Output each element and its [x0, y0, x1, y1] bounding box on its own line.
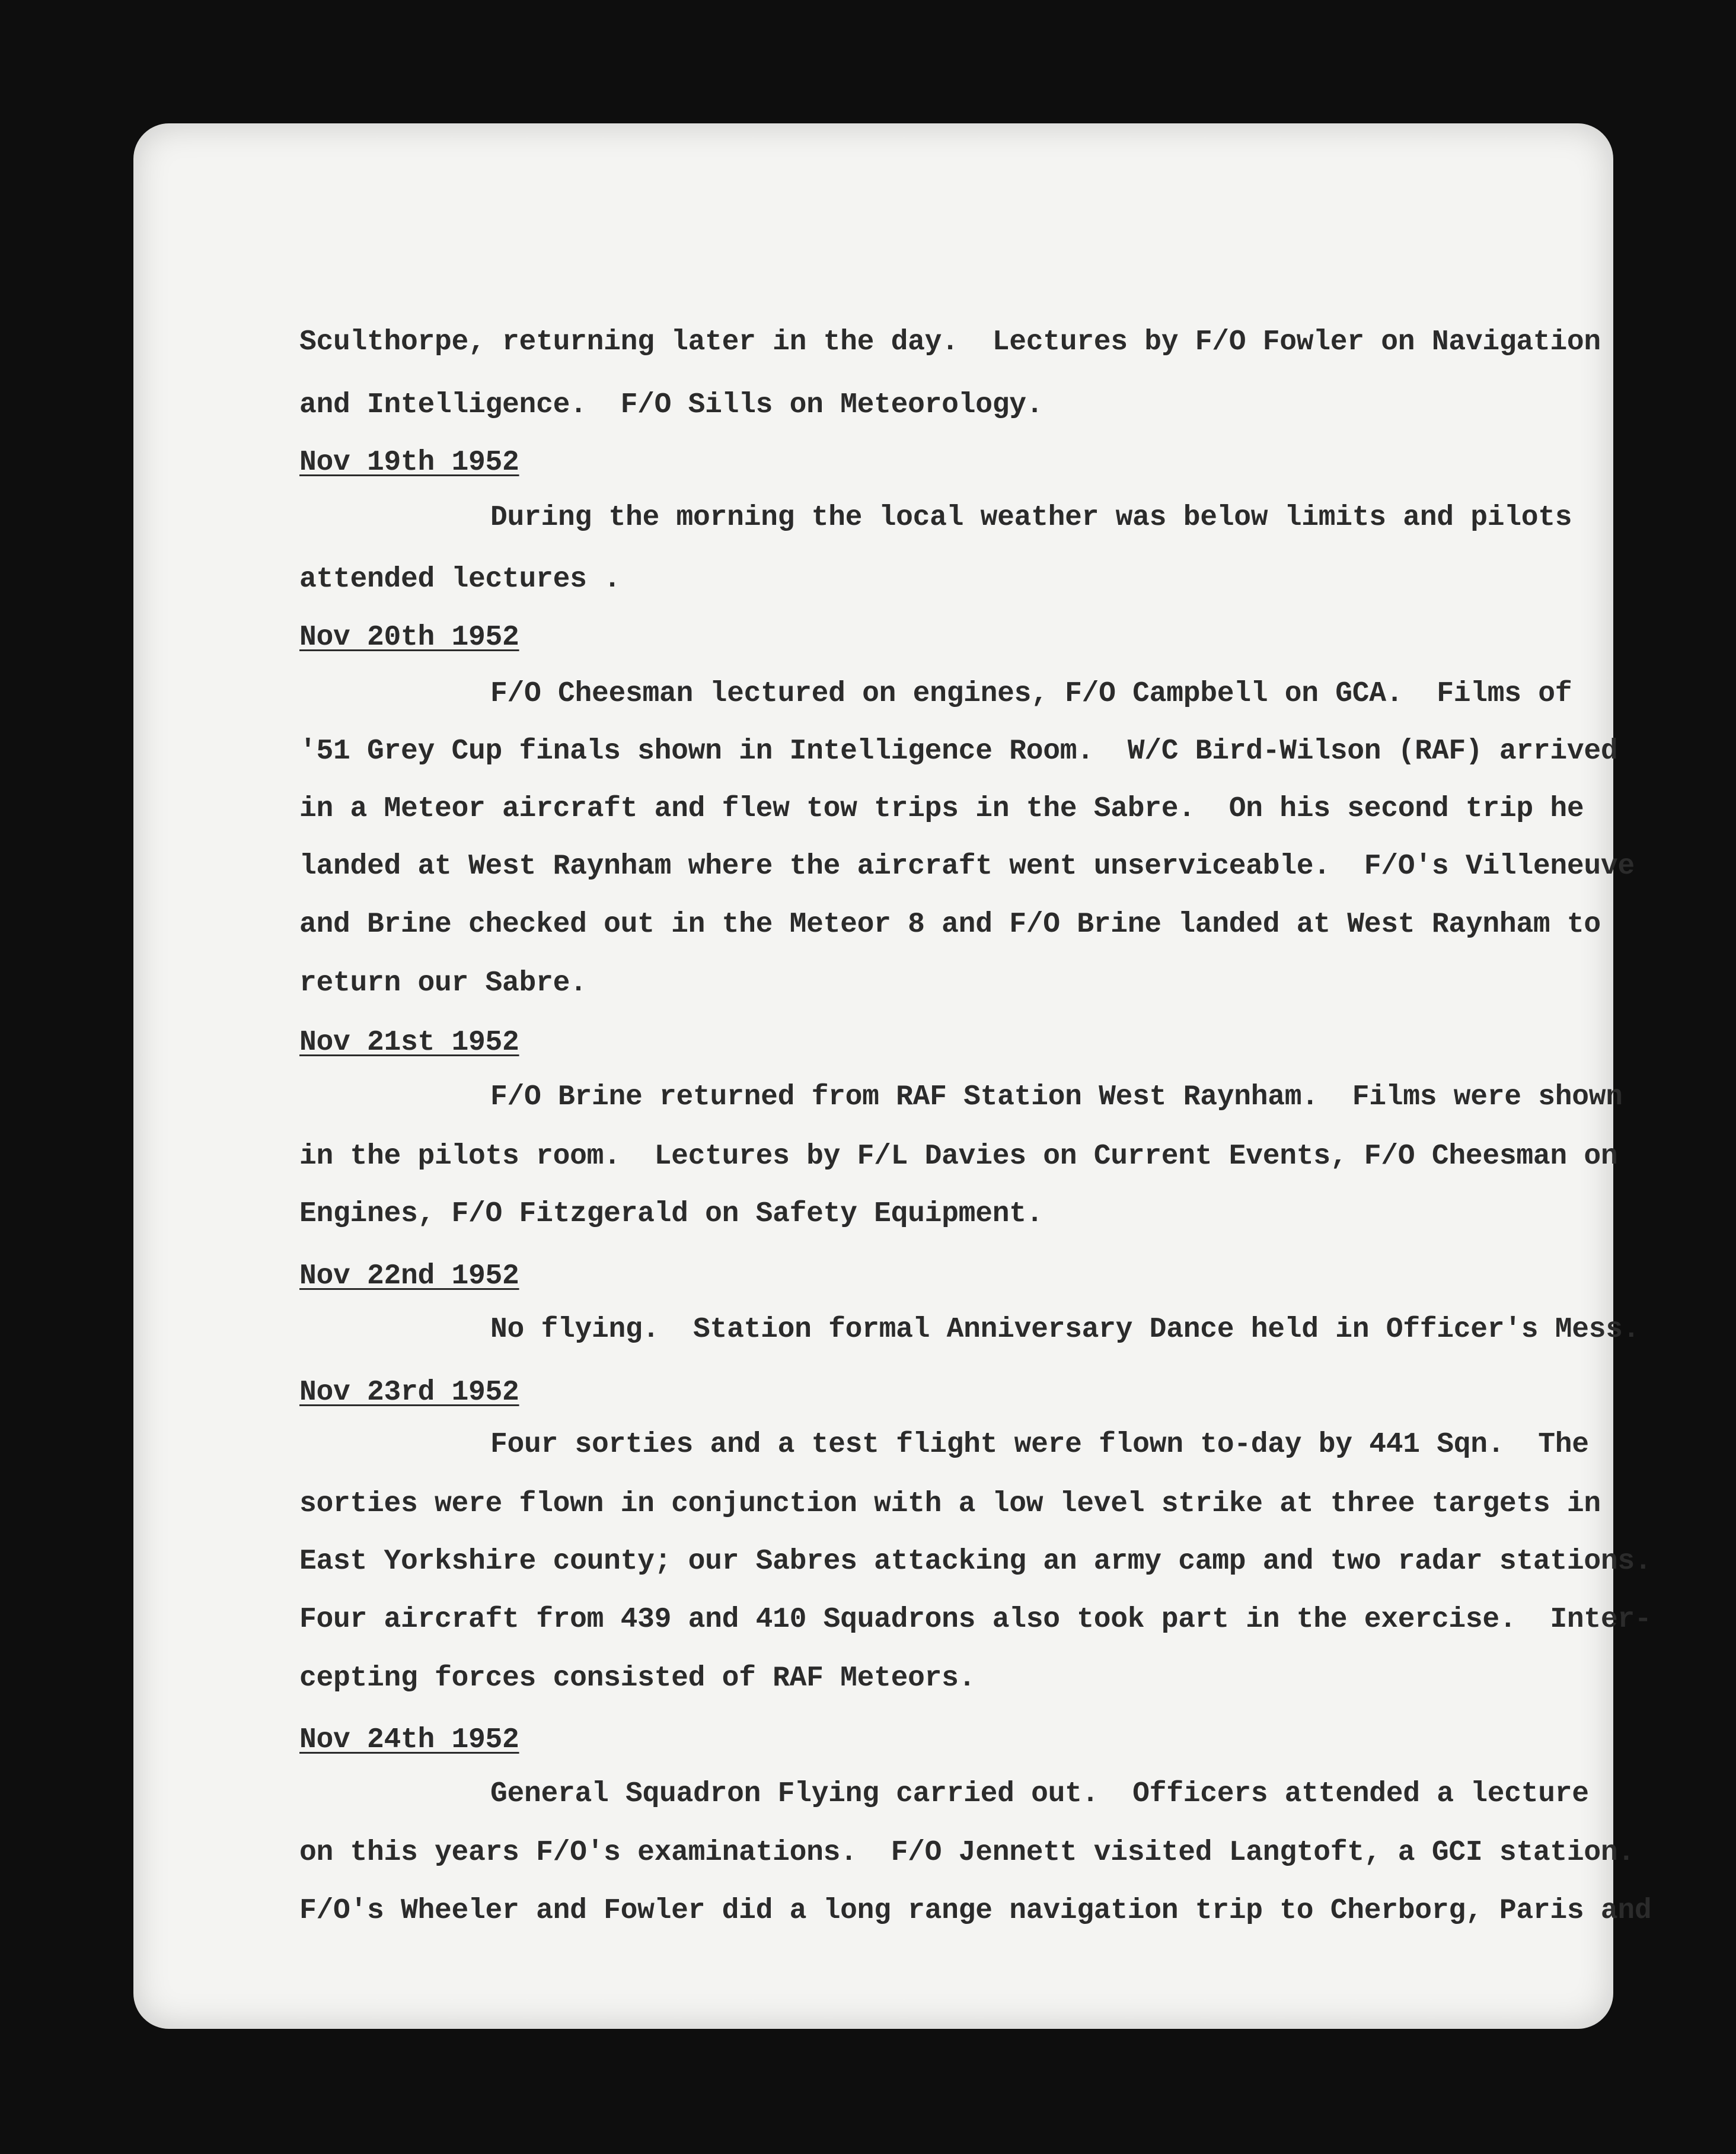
- text-line: in the pilots room. Lectures by F/L Davies on Current Events, F/O Cheesman on: [299, 1140, 1618, 1172]
- text-line: sorties were flown in conjunction with a low level strike at three targets in: [299, 1488, 1601, 1520]
- entry-date: Nov 22nd 1952: [299, 1260, 519, 1292]
- text-line: F/O Brine returned from RAF Station West Raynham. Films were shown: [490, 1081, 1623, 1113]
- text-line: cepting forces consisted of RAF Meteors.: [299, 1662, 976, 1694]
- text-line: General Squadron Flying carried out. Officers attended a lecture: [490, 1778, 1589, 1810]
- entry-date: Nov 21st 1952: [299, 1027, 519, 1059]
- text-line: return our Sabre.: [299, 967, 587, 999]
- text-line: Four aircraft from 439 and 410 Squadrons also took part in the exercise. Inter-: [299, 1604, 1652, 1636]
- entry-date: Nov 24th 1952: [299, 1724, 519, 1756]
- text-line: F/O's Wheeler and Fowler did a long range navigation trip to Cherborg, Paris and: [299, 1895, 1652, 1927]
- text-line: East Yorkshire county; our Sabres attacking an army camp and two radar stations.: [299, 1546, 1652, 1578]
- text-line: and Brine checked out in the Meteor 8 and F/O Brine landed at West Raynham to: [299, 909, 1601, 941]
- text-line: in a Meteor aircraft and flew tow trips in the Sabre. On his second trip he: [299, 793, 1584, 825]
- entry-date: Nov 20th 1952: [299, 622, 519, 654]
- text-line: and Intelligence. F/O Sills on Meteorology.: [299, 389, 1043, 421]
- entry-date: Nov 23rd 1952: [299, 1376, 519, 1409]
- text-line: on this years F/O's examinations. F/O Jennett visited Langtoft, a GCI station.: [299, 1837, 1635, 1869]
- entry-date: Nov 19th 1952: [299, 447, 519, 479]
- text-line: Four sorties and a test flight were flown to-day by 441 Sqn. The: [490, 1429, 1589, 1461]
- text-line: attended lectures .: [299, 563, 621, 595]
- text-line: No flying. Station formal Anniversary Dance held in Officer's Mess.: [490, 1314, 1640, 1346]
- text-line: Sculthorpe, returning later in the day. Lectures by F/O Fowler on Navigation: [299, 326, 1601, 358]
- text-line: landed at West Raynham where the aircraft went unserviceable. F/O's Villeneuve: [299, 850, 1635, 882]
- text-line: Engines, F/O Fitzgerald on Safety Equipment.: [299, 1198, 1043, 1230]
- text-line: '51 Grey Cup finals shown in Intelligence Room. W/C Bird-Wilson (RAF) arrived: [299, 735, 1618, 767]
- text-line: During the morning the local weather was below limits and pilots: [490, 502, 1572, 534]
- text-line: F/O Cheesman lectured on engines, F/O Campbell on GCA. Films of: [490, 678, 1572, 710]
